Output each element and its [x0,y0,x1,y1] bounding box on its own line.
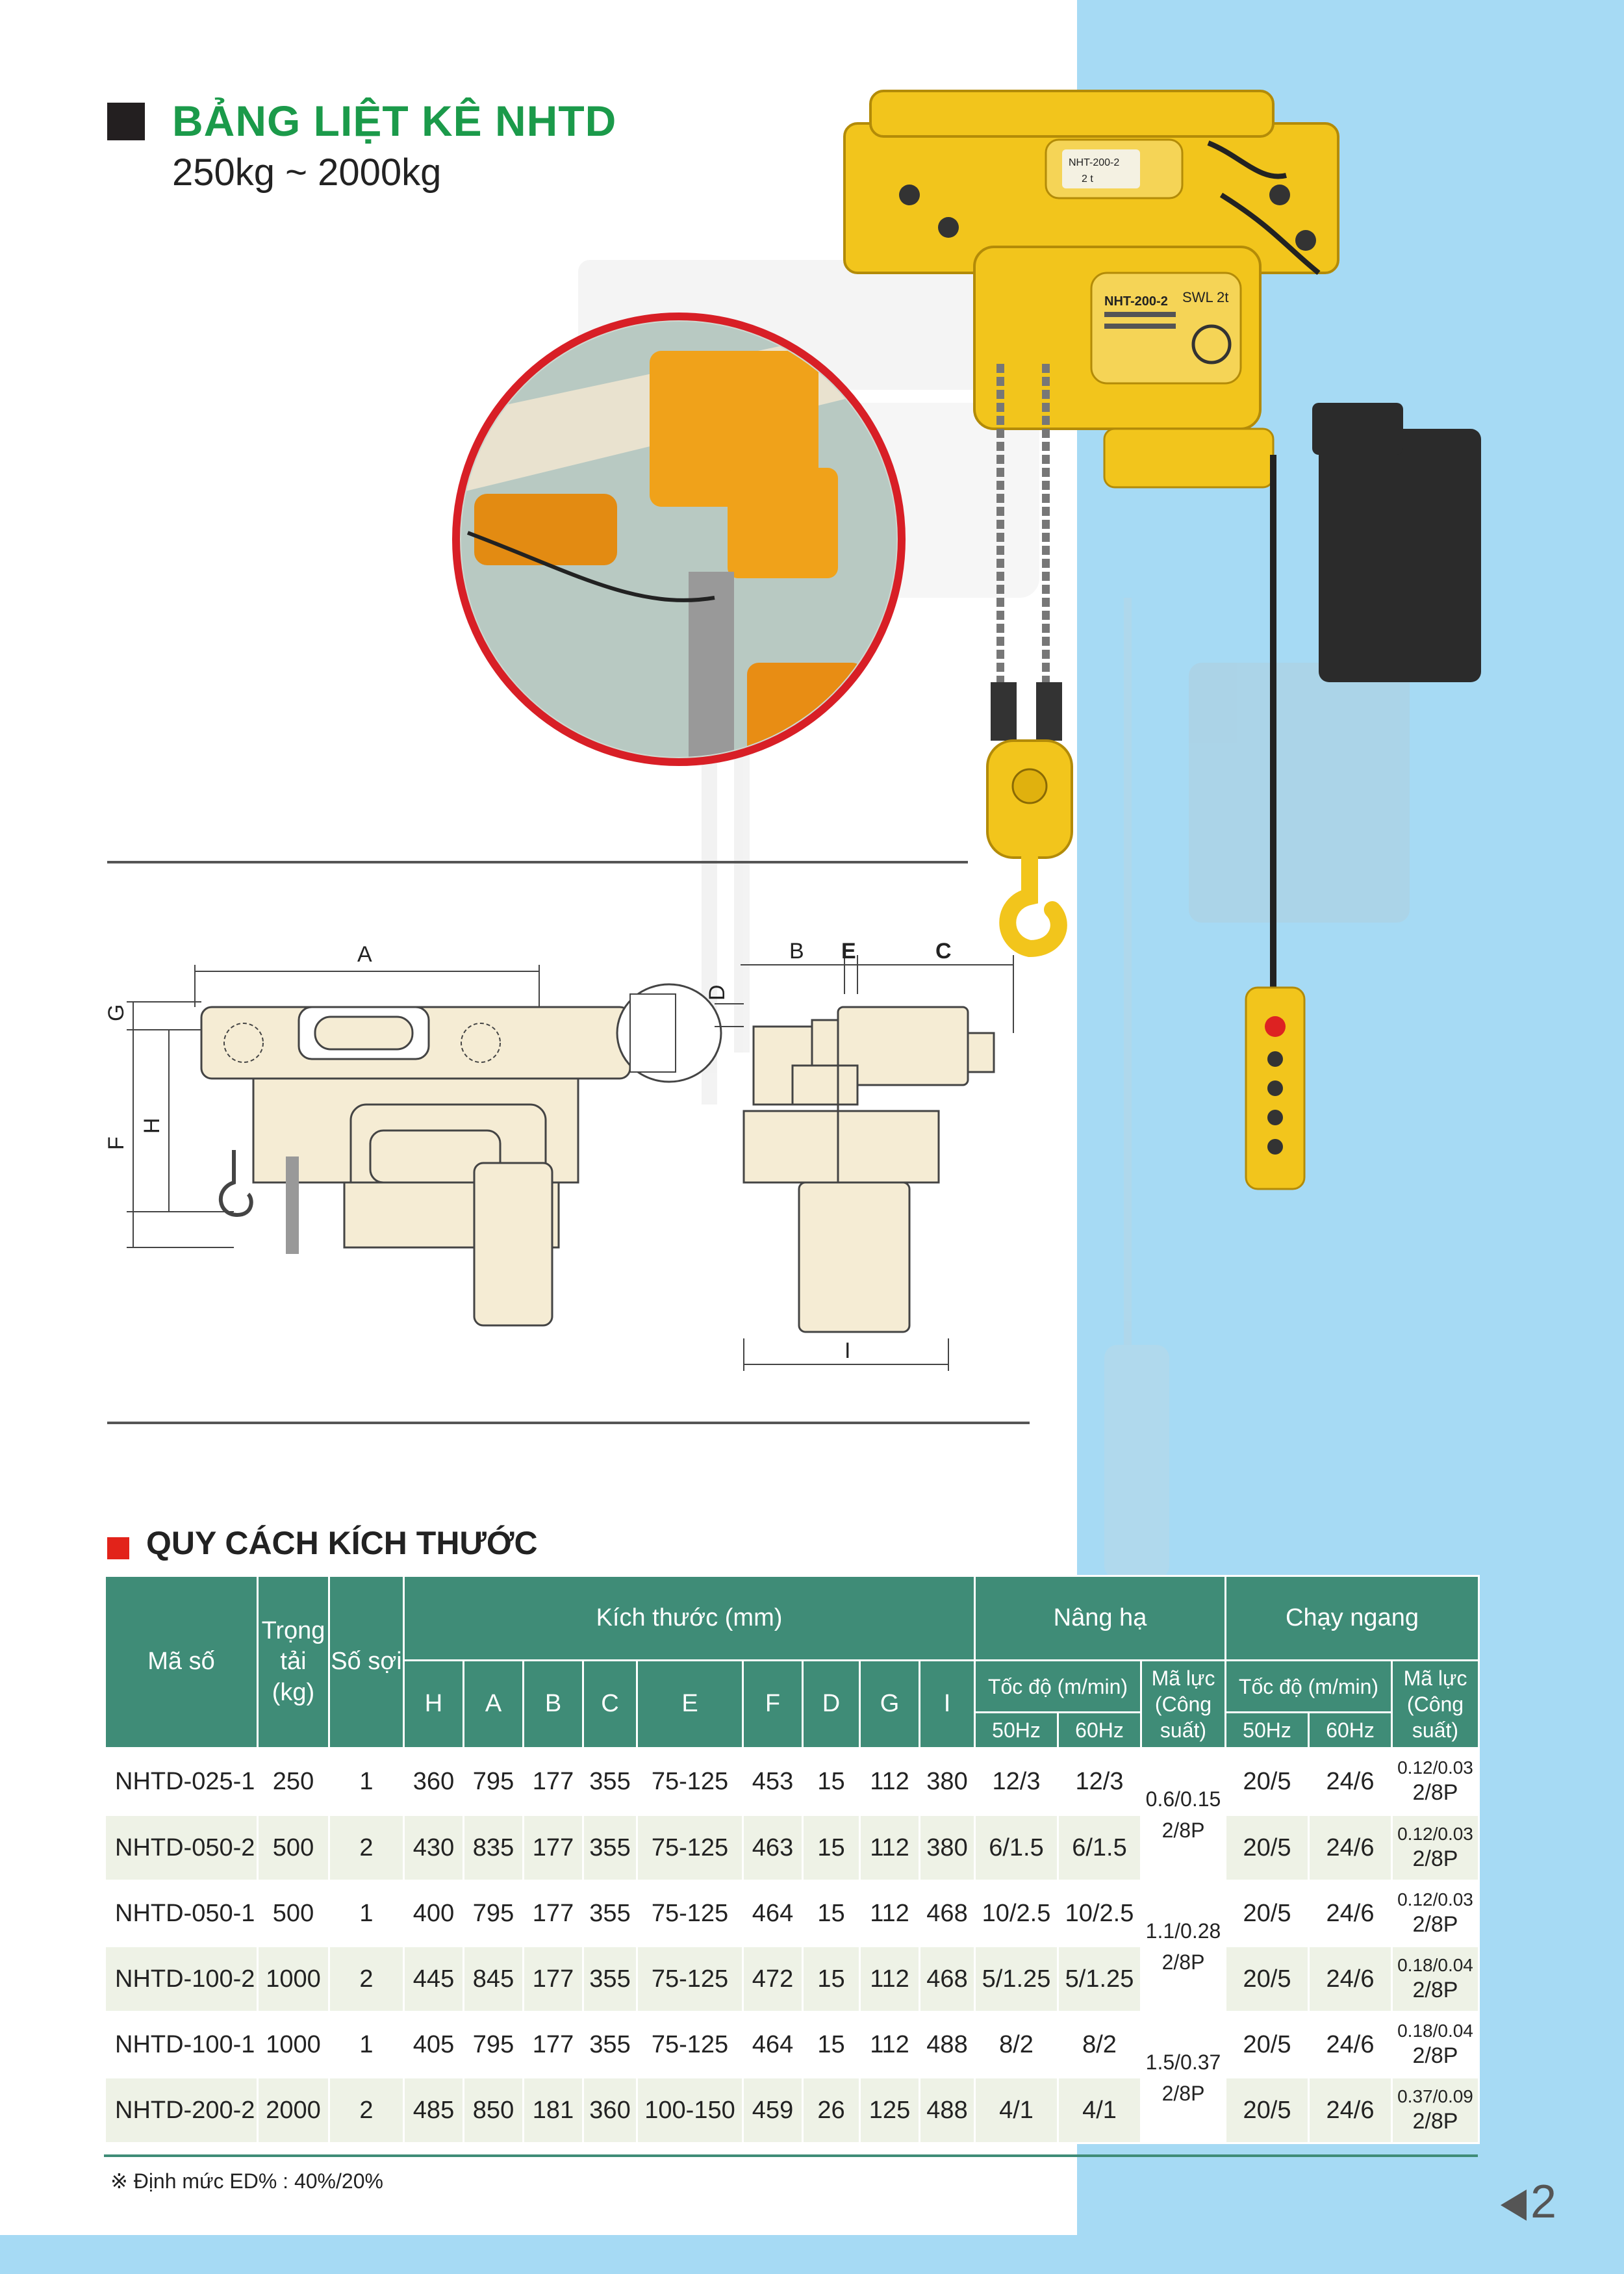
trav-power-poles: 2/8P [1412,1846,1458,1872]
nameplate-top-sub: 2 t [1082,173,1093,185]
cell-B: 177 [524,1881,583,1947]
cell-lift-power [1141,1748,1226,1881]
cell-B: 181 [524,2078,583,2143]
cell-trav-power [1392,1748,1479,1815]
triangle-left-icon [1501,2190,1527,2221]
cell-B: 177 [524,2012,583,2078]
inset-photo [455,316,909,793]
cell-G: 112 [860,1947,920,2012]
footnote: ※ Định mức ED% : 40%/20% [110,2169,383,2193]
cell-lift50: 12/3 [975,1748,1058,1815]
cell-trav50: 20/5 [1226,1748,1309,1815]
trav-power-poles: 2/8P [1412,1978,1458,2003]
cell-H: 430 [404,1815,464,1881]
cell-model: NHTD-050-2 [105,1815,258,1881]
cell-load: 1000 [258,2012,329,2078]
hook-block [987,741,1072,949]
cell-strands: 1 [329,1748,404,1815]
cell-G: 112 [860,2012,920,2078]
trav-power-value: 0.12/0.03 [1397,1824,1473,1845]
cell-trav-power [1392,1881,1479,1947]
cell-load: 250 [258,1748,329,1815]
cell-trav50: 20/5 [1226,2012,1309,2078]
header-dim-G: G [860,1661,920,1748]
cell-strands: 2 [329,1947,404,2012]
lift-power-poles: 2/8P [1161,1950,1205,1974]
cell-D: 15 [803,1947,860,2012]
trav-power-poles: 2/8P [1412,2043,1458,2069]
cell-trav-power [1392,1815,1479,1881]
table-row [105,2012,1479,2078]
nameplate-swl: SWL 2t [1182,289,1229,305]
header-traverse: Chạy ngang [1226,1576,1479,1661]
trav-power-value: 0.12/0.03 [1397,1757,1473,1778]
cell-load: 2000 [258,2078,329,2143]
cell-D: 15 [803,1748,860,1815]
header-dim-B: B [524,1661,583,1748]
cell-lift-power [1141,1881,1226,2012]
section-title: QUY CÁCH KÍCH THƯỚC [146,1525,538,1561]
cell-strands: 1 [329,2012,404,2078]
cell-H: 485 [404,2078,464,2143]
header-dimensions: Kích thước (mm) [404,1576,975,1661]
cell-H: 360 [404,1748,464,1815]
cell-lift60: 12/3 [1058,1748,1141,1815]
cell-load: 500 [258,1881,329,1947]
cell-strands: 1 [329,1881,404,1947]
cell-lift50: 5/1.25 [975,1947,1058,2012]
cell-trav60: 24/6 [1309,1815,1392,1881]
cell-lift50: 8/2 [975,2012,1058,2078]
nameplate-main-label: NHT-200-2 [1104,294,1168,309]
trav-power-poles: 2/8P [1412,1780,1458,1806]
header-lift-power: Mã lực (Công suất) [1141,1661,1226,1748]
cell-H: 445 [404,1947,464,2012]
divider-top [107,861,968,863]
header-dim-C: C [583,1661,637,1748]
front-view-drawing [617,984,994,1332]
cell-lift60: 5/1.25 [1058,1947,1141,2012]
header-lift-60hz: 60Hz [1058,1713,1141,1748]
trav-power-poles: 2/8P [1412,2109,1458,2134]
cell-B: 177 [524,1947,583,2012]
trav-power-poles: 2/8P [1412,1912,1458,1937]
cell-trav50: 20/5 [1226,1947,1309,2012]
cell-trav50: 20/5 [1226,1881,1309,1947]
cell-E: 75-125 [637,1947,743,2012]
cell-C: 355 [583,1881,637,1947]
hoist-body [974,247,1481,682]
cell-lift60: 4/1 [1058,2078,1141,2143]
cell-G: 112 [860,1881,920,1947]
cell-I: 468 [920,1881,975,1947]
cell-model: NHTD-100-2 [105,1947,258,2012]
cell-F: 464 [743,2012,803,2078]
cell-F: 463 [743,1815,803,1881]
page-number-text: 2 [1530,2176,1557,2228]
header-lifting: Nâng hạ [975,1576,1226,1661]
cell-H: 405 [404,2012,464,2078]
lift-power-value: 0.6/0.15 [1145,1787,1221,1811]
cell-I: 488 [920,2012,975,2078]
header-load: Trọng tải (kg) [258,1576,329,1748]
cell-F: 472 [743,1947,803,2012]
cell-B: 177 [524,1748,583,1815]
dim-label-F: F [104,1136,129,1150]
cell-lift50: 6/1.5 [975,1815,1058,1881]
cell-C: 360 [583,2078,637,2143]
cell-strands: 2 [329,1815,404,1881]
cell-F: 464 [743,1881,803,1947]
trav-power-value: 0.18/0.04 [1397,1955,1473,1976]
cell-I: 380 [920,1748,975,1815]
cell-E: 75-125 [637,1881,743,1947]
cell-A: 850 [464,2078,524,2143]
header-trav-50hz: 50Hz [1226,1713,1309,1748]
lift-power-value: 1.5/0.37 [1145,2050,1221,2074]
cell-I: 380 [920,1815,975,1881]
cell-lift60: 8/2 [1058,2012,1141,2078]
dim-label-B: B [789,939,804,964]
cell-lift60: 6/1.5 [1058,1815,1141,1881]
cell-A: 795 [464,1748,524,1815]
cell-H: 400 [404,1881,464,1947]
header-dim-D: D [803,1661,860,1748]
header-trav-power: Mã lực (Công suất) [1392,1661,1479,1748]
dim-label-D: D [705,984,730,1001]
cell-model: NHTD-200-2 [105,2078,258,2143]
cell-D: 15 [803,1815,860,1881]
cell-E: 75-125 [637,1815,743,1881]
cell-F: 459 [743,2078,803,2143]
header-lift-speed: Tốc độ (m/min) [975,1661,1141,1713]
lift-power-poles: 2/8P [1161,1818,1205,1842]
header-strands: Số sợi [329,1576,404,1748]
table-bottom-rule [104,2154,1478,2157]
dim-label-E: E [841,939,856,964]
trav-power-value: 0.12/0.03 [1397,1889,1473,1910]
header-dim-I: I [920,1661,975,1748]
cell-strands: 2 [329,2078,404,2143]
cell-F: 453 [743,1748,803,1815]
section-square-icon [107,1537,129,1559]
cell-trav60: 24/6 [1309,2078,1392,2143]
header-dim-A: A [464,1661,524,1748]
cell-lift60: 10/2.5 [1058,1881,1141,1947]
cell-trav60: 24/6 [1309,1947,1392,2012]
cell-trav50: 20/5 [1226,2078,1309,2143]
blue-bottom-band [0,2235,1624,2274]
header-lift-50hz: 50Hz [975,1713,1058,1748]
cell-trav-power [1392,2078,1479,2143]
cell-D: 26 [803,2078,860,2143]
cell-trav-power [1392,2012,1479,2078]
spec-table [104,1575,1480,2144]
cell-B: 177 [524,1815,583,1881]
header-dim-E: E [637,1661,743,1748]
header-dim-H: H [404,1661,464,1748]
trav-power-value: 0.18/0.04 [1397,2021,1473,2041]
cell-C: 355 [583,2012,637,2078]
page-title: BẢNG LIỆT KÊ NHTD [172,97,617,145]
cell-I: 468 [920,1947,975,2012]
header-square-icon [107,103,145,140]
cell-trav60: 24/6 [1309,1881,1392,1947]
cell-lift-power [1141,2012,1226,2143]
cell-C: 355 [583,1748,637,1815]
lift-power-poles: 2/8P [1161,2081,1205,2105]
page-subtitle: 250kg ~ 2000kg [172,151,442,194]
table-row [105,1748,1479,1815]
header-trav-60hz: 60Hz [1309,1713,1392,1748]
table-row [105,1947,1479,2012]
dim-label-I: I [844,1338,851,1363]
cell-A: 835 [464,1815,524,1881]
cell-A: 795 [464,1881,524,1947]
cell-trav50: 20/5 [1226,1815,1309,1881]
header-dim-F: F [743,1661,803,1748]
table-row [105,1815,1479,1881]
cell-model: NHTD-050-1 [105,1881,258,1947]
cell-G: 125 [860,2078,920,2143]
cell-lift50: 4/1 [975,2078,1058,2143]
cell-trav60: 24/6 [1309,1748,1392,1815]
cell-A: 845 [464,1947,524,2012]
cell-E: 75-125 [637,2012,743,2078]
dim-label-C: C [935,939,952,964]
nameplate-top-label: NHT-200-2 [1069,157,1120,168]
cell-E: 75-125 [637,1748,743,1815]
cell-C: 355 [583,1947,637,2012]
cell-D: 15 [803,2012,860,2078]
lift-power-value: 1.1/0.28 [1145,1919,1221,1943]
cell-C: 355 [583,1815,637,1881]
table-row [105,2078,1479,2143]
cell-lift50: 10/2.5 [975,1881,1058,1947]
cell-trav60: 24/6 [1309,2012,1392,2078]
dim-label-H: H [140,1118,164,1134]
cell-A: 795 [464,2012,524,2078]
cell-D: 15 [803,1881,860,1947]
cell-I: 488 [920,2078,975,2143]
cell-model: NHTD-100-1 [105,2012,258,2078]
cell-G: 112 [860,1815,920,1881]
header-model: Mã số [105,1576,258,1748]
table-row [105,1881,1479,1947]
dim-label-A: A [357,942,372,967]
cell-G: 112 [860,1748,920,1815]
cell-load: 500 [258,1815,329,1881]
divider-bottom [107,1422,1030,1424]
dimension-diagram [104,936,1039,1390]
header-trav-speed: Tốc độ (m/min) [1226,1661,1392,1713]
cell-trav-power [1392,1947,1479,2012]
cell-model: NHTD-025-1 [105,1748,258,1815]
side-view-drawing [201,1007,630,1325]
trav-power-value: 0.37/0.09 [1397,2086,1473,2107]
cell-E: 100-150 [637,2078,743,2143]
dim-label-G: G [104,1004,129,1021]
cell-load: 1000 [258,1947,329,2012]
